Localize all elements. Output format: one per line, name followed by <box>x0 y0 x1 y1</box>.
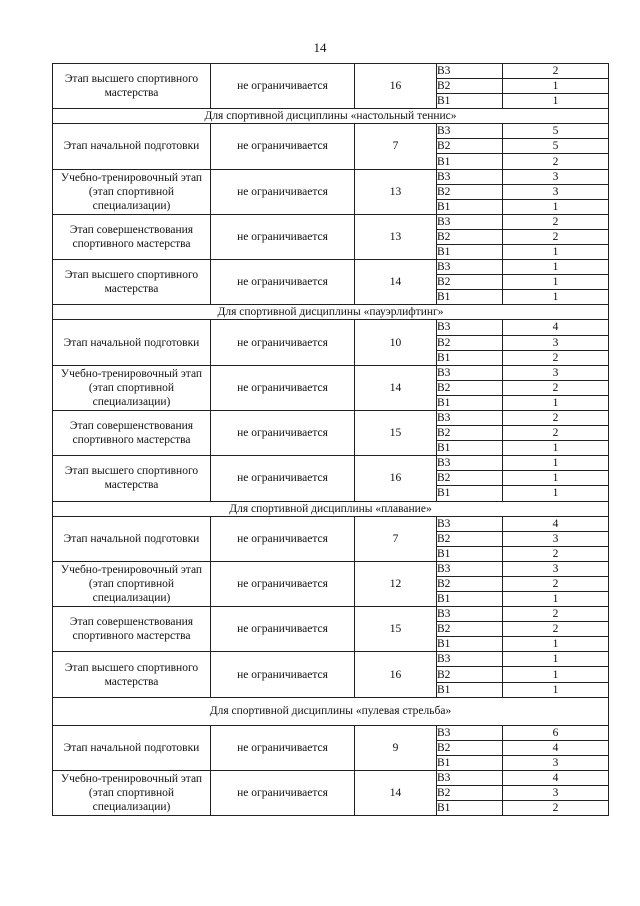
value-cell: 1 <box>503 275 609 290</box>
section-header-row <box>53 501 609 516</box>
limit-cell: не ограничивается <box>211 770 355 815</box>
table-row <box>53 456 609 471</box>
value-cell: 3 <box>503 531 609 546</box>
value-cell: 3 <box>503 755 609 770</box>
value-cell: 1 <box>503 592 609 607</box>
class-cell: В2 <box>437 471 503 486</box>
class-cell: В1 <box>437 546 503 561</box>
class-cell: В1 <box>437 801 503 816</box>
value-cell: 3 <box>503 365 609 380</box>
class-cell: В2 <box>437 79 503 94</box>
value-cell: 2 <box>503 410 609 425</box>
class-cell: В2 <box>437 426 503 441</box>
value-cell: 5 <box>503 139 609 154</box>
limit-cell: не ограничивается <box>211 169 355 214</box>
section-header-row <box>53 109 609 124</box>
class-cell: В1 <box>437 94 503 109</box>
class-cell: В1 <box>437 245 503 260</box>
limit-cell: не ограничивается <box>211 410 355 455</box>
value-cell: 1 <box>503 290 609 305</box>
age-cell: 7 <box>355 516 437 561</box>
stage-cell: Учебно-тренировочный этап (этап спортивной специализации) <box>53 365 211 410</box>
value-cell: 3 <box>503 335 609 350</box>
class-cell: В1 <box>437 395 503 410</box>
stage-cell: Этап начальной подготовки <box>53 124 211 169</box>
value-cell: 6 <box>503 725 609 740</box>
age-cell: 16 <box>355 64 437 109</box>
class-cell: В3 <box>437 124 503 139</box>
class-cell: В3 <box>437 169 503 184</box>
value-cell: 1 <box>503 79 609 94</box>
class-cell: В1 <box>437 199 503 214</box>
table-row <box>53 214 609 229</box>
class-cell: В2 <box>437 622 503 637</box>
value-cell: 3 <box>503 561 609 576</box>
value-cell: 1 <box>503 94 609 109</box>
limit-cell: не ограничивается <box>211 320 355 365</box>
class-cell: В1 <box>437 441 503 456</box>
class-cell: В1 <box>437 682 503 697</box>
table-row <box>53 124 609 139</box>
stage-cell: Этап совершенствования спортивного мастерства <box>53 410 211 455</box>
age-cell: 16 <box>355 652 437 697</box>
table-body <box>53 64 609 816</box>
table-row <box>53 365 609 380</box>
section-header: Для спортивной дисциплины «пауэрлифтинг» <box>53 305 609 320</box>
class-cell: В2 <box>437 380 503 395</box>
value-cell: 4 <box>503 770 609 785</box>
section-header-row <box>53 305 609 320</box>
class-cell: В1 <box>437 755 503 770</box>
age-cell: 15 <box>355 410 437 455</box>
value-cell: 2 <box>503 229 609 244</box>
class-cell: В2 <box>437 335 503 350</box>
stage-cell: Этап совершенствования спортивного мастерства <box>53 214 211 259</box>
limit-cell: не ограничивается <box>211 124 355 169</box>
class-cell: В3 <box>437 561 503 576</box>
value-cell: 2 <box>503 801 609 816</box>
age-cell: 13 <box>355 214 437 259</box>
value-cell: 3 <box>503 786 609 801</box>
class-cell: В3 <box>437 607 503 622</box>
table-row <box>53 516 609 531</box>
class-cell: В2 <box>437 184 503 199</box>
class-cell: В3 <box>437 260 503 275</box>
class-cell: В1 <box>437 637 503 652</box>
age-cell: 9 <box>355 725 437 770</box>
value-cell: 2 <box>503 607 609 622</box>
value-cell: 1 <box>503 260 609 275</box>
value-cell: 2 <box>503 576 609 591</box>
value-cell: 1 <box>503 395 609 410</box>
class-cell: В2 <box>437 531 503 546</box>
class-cell: В3 <box>437 410 503 425</box>
section-header: Для спортивной дисциплины «настольный теннис» <box>53 109 609 124</box>
age-cell: 16 <box>355 456 437 501</box>
value-cell: 2 <box>503 380 609 395</box>
class-cell: В2 <box>437 667 503 682</box>
limit-cell: не ограничивается <box>211 260 355 305</box>
value-cell: 2 <box>503 426 609 441</box>
table-row <box>53 169 609 184</box>
value-cell: 2 <box>503 546 609 561</box>
class-cell: В3 <box>437 64 503 79</box>
value-cell: 5 <box>503 124 609 139</box>
age-cell: 15 <box>355 607 437 652</box>
class-cell: В2 <box>437 229 503 244</box>
table-row <box>53 320 609 335</box>
table-row <box>53 561 609 576</box>
value-cell: 1 <box>503 667 609 682</box>
table-row <box>53 260 609 275</box>
table-row <box>53 64 609 79</box>
class-cell: В1 <box>437 592 503 607</box>
table-row <box>53 652 609 667</box>
class-cell: В1 <box>437 486 503 501</box>
page-number: 14 <box>313 40 327 55</box>
age-cell: 10 <box>355 320 437 365</box>
stage-cell: Этап высшего спортивного мастерства <box>53 260 211 305</box>
value-cell: 2 <box>503 154 609 169</box>
age-cell: 14 <box>355 260 437 305</box>
table-row <box>53 410 609 425</box>
stage-cell: Этап высшего спортивного мастерства <box>53 652 211 697</box>
class-cell: В3 <box>437 456 503 471</box>
class-cell: В2 <box>437 139 503 154</box>
limit-cell: не ограничивается <box>211 64 355 109</box>
class-cell: В2 <box>437 576 503 591</box>
value-cell: 4 <box>503 516 609 531</box>
value-cell: 2 <box>503 214 609 229</box>
limit-cell: не ограничивается <box>211 516 355 561</box>
value-cell: 1 <box>503 441 609 456</box>
limit-cell: не ограничивается <box>211 214 355 259</box>
limit-cell: не ограничивается <box>211 561 355 606</box>
value-cell: 4 <box>503 740 609 755</box>
stage-cell: Этап начальной подготовки <box>53 725 211 770</box>
limit-cell: не ограничивается <box>211 456 355 501</box>
class-cell: В3 <box>437 214 503 229</box>
class-cell: В2 <box>437 275 503 290</box>
age-cell: 14 <box>355 365 437 410</box>
table-row <box>53 725 609 740</box>
value-cell: 1 <box>503 486 609 501</box>
stage-cell: Учебно-тренировочный этап (этап спортивной специализации) <box>53 770 211 815</box>
section-header: Для спортивной дисциплины «плавание» <box>53 501 609 516</box>
age-cell: 14 <box>355 770 437 815</box>
value-cell: 2 <box>503 350 609 365</box>
classification-table <box>52 63 609 816</box>
section-header: Для спортивной дисциплины «пулевая стрельба» <box>53 697 609 725</box>
value-cell: 3 <box>503 169 609 184</box>
class-cell: В3 <box>437 652 503 667</box>
class-cell: В1 <box>437 290 503 305</box>
class-cell: В1 <box>437 154 503 169</box>
value-cell: 2 <box>503 622 609 637</box>
value-cell: 4 <box>503 320 609 335</box>
value-cell: 1 <box>503 637 609 652</box>
class-cell: В2 <box>437 740 503 755</box>
limit-cell: не ограничивается <box>211 725 355 770</box>
stage-cell: Учебно-тренировочный этап (этап спортивной специализации) <box>53 169 211 214</box>
stage-cell: Этап высшего спортивного мастерства <box>53 64 211 109</box>
age-cell: 13 <box>355 169 437 214</box>
stage-cell: Этап высшего спортивного мастерства <box>53 456 211 501</box>
value-cell: 1 <box>503 456 609 471</box>
limit-cell: не ограничивается <box>211 652 355 697</box>
stage-cell: Учебно-тренировочный этап (этап спортивной специализации) <box>53 561 211 606</box>
class-cell: В3 <box>437 516 503 531</box>
class-cell: В3 <box>437 770 503 785</box>
value-cell: 1 <box>503 245 609 260</box>
class-cell: В3 <box>437 725 503 740</box>
value-cell: 1 <box>503 652 609 667</box>
stage-cell: Этап совершенствования спортивного мастерства <box>53 607 211 652</box>
value-cell: 1 <box>503 471 609 486</box>
value-cell: 3 <box>503 184 609 199</box>
value-cell: 1 <box>503 199 609 214</box>
class-cell: В2 <box>437 786 503 801</box>
table-row <box>53 770 609 785</box>
limit-cell: не ограничивается <box>211 607 355 652</box>
class-cell: В1 <box>437 350 503 365</box>
stage-cell: Этап начальной подготовки <box>53 320 211 365</box>
value-cell: 2 <box>503 64 609 79</box>
class-cell: В3 <box>437 365 503 380</box>
age-cell: 7 <box>355 124 437 169</box>
section-header-row <box>53 697 609 725</box>
limit-cell: не ограничивается <box>211 365 355 410</box>
age-cell: 12 <box>355 561 437 606</box>
stage-cell: Этап начальной подготовки <box>53 516 211 561</box>
class-cell: В3 <box>437 320 503 335</box>
value-cell: 1 <box>503 682 609 697</box>
table-row <box>53 607 609 622</box>
